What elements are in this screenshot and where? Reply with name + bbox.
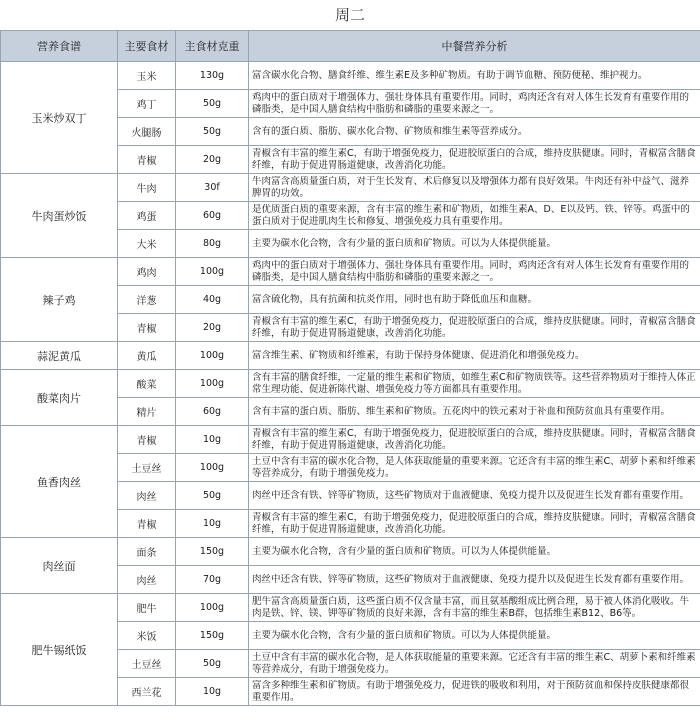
analysis-text: 肉丝中还含有铁、锌等矿物质，这些矿物质对于血液健康、免疫力提升以及促进生长发育都有重要作用。 xyxy=(252,489,690,501)
ingredient-cell: 青椒 xyxy=(118,146,176,174)
analysis-cell xyxy=(249,258,700,286)
weight-cell: 30f xyxy=(176,174,249,202)
analysis-cell xyxy=(249,594,700,622)
ingredient-cell: 青椒 xyxy=(118,426,176,454)
ingredient-cell: 酸菜 xyxy=(118,370,176,398)
analysis-text: 富含硫化物，具有抗菌和抗炎作用，同时也有助于降低血压和血糖。 xyxy=(252,293,538,305)
weight-cell: 100g xyxy=(176,594,249,622)
analysis-text: 主要为碳水化合物，含有少量的蛋白质和矿物质。可以为人体提供能量。 xyxy=(252,545,557,557)
ingredient-cell: 鸡肉 xyxy=(118,258,176,286)
weight-cell: 100g xyxy=(176,370,249,398)
weight-cell: 100g xyxy=(176,454,249,482)
analysis-text: 青椒含有丰富的维生素C，有助于增强免疫力，促进胶原蛋白的合成，维持皮肤健康。同时，青椒富含膳食纤维，有助于促进胃肠道健康，改善消化功能。 xyxy=(252,147,696,171)
analysis-cell xyxy=(249,678,700,706)
ingredient-cell: 鸡丁 xyxy=(118,90,176,118)
analysis-cell xyxy=(249,62,700,90)
analysis-text: 土豆中含有丰富的碳水化合物，是人体获取能量的重要来源。它还含有丰富的维生素C、胡萝卜素和纤维素等营养成分，有助于增强免疫力。 xyxy=(252,651,696,675)
table-row xyxy=(1,370,700,398)
table-row xyxy=(1,594,700,622)
ingredient-cell: 米饭 xyxy=(118,622,176,650)
analysis-text: 土豆中含有丰富的碳水化合物，是人体获取能量的重要来源。它还含有丰富的维生素C、胡萝卜素和纤维素等营养成分，有助于增强免疫力。 xyxy=(252,455,696,479)
ingredient-cell: 大米 xyxy=(118,230,176,258)
analysis-text: 主要为碳水化合物，含有少量的蛋白质和矿物质。可以为人体提供能量。 xyxy=(252,237,557,249)
ingredient-cell: 鸡蛋 xyxy=(118,202,176,230)
analysis-cell xyxy=(249,90,700,118)
table-row xyxy=(1,62,700,90)
analysis-cell xyxy=(249,202,700,230)
ingredient-cell: 洋葱 xyxy=(118,286,176,314)
analysis-text: 含有丰富的膳食纤维，一定量的维生素和矿物质，如维生素C和矿物质铁等。这些营养物质对于维持人体正常生理功能、促进新陈代谢、增强免疫力等方面都具有重要作用。 xyxy=(252,371,696,395)
analysis-cell xyxy=(249,230,700,258)
analysis-text: 鸡肉中的蛋白质对于增强体力、强壮身体具有重要作用。同时，鸡肉还含有对人体生长发育有重要作用的磷脂类，是中国人膳食结构中脂肪和磷脂的重要来源之一。 xyxy=(252,259,690,283)
dish-name: 肉丝面 xyxy=(1,538,118,594)
weight-cell: 50g xyxy=(176,482,249,510)
table-body xyxy=(1,62,700,706)
analysis-cell xyxy=(249,146,700,174)
analysis-cell xyxy=(249,426,700,454)
analysis-text: 富含碳水化合物、膳食纤维、维生素E及多种矿物质。有助于调节血糖、预防便秘、维护视力。 xyxy=(252,69,648,81)
table-row xyxy=(1,426,700,454)
ingredient-cell: 土豆丝 xyxy=(118,650,176,678)
analysis-text: 是优质蛋白质的重要来源，含有丰富的维生素和矿物质，如维生素A、D、E以及钙、铁、锌等。鸡蛋中的蛋白质对于促进肌肉生长和修复、增强免疫力具有重要作用。 xyxy=(252,203,690,227)
weight-cell: 20g xyxy=(176,146,249,174)
weight-cell: 150g xyxy=(176,538,249,566)
analysis-cell xyxy=(249,398,700,426)
analysis-cell xyxy=(249,342,700,370)
analysis-cell xyxy=(249,538,700,566)
ingredient-cell: 火腿肠 xyxy=(118,118,176,146)
analysis-cell xyxy=(249,454,700,482)
header-weight: 主食材克重 xyxy=(176,31,249,62)
analysis-cell xyxy=(249,510,700,538)
weight-cell: 60g xyxy=(176,398,249,426)
analysis-cell xyxy=(249,566,700,594)
weight-cell: 60g xyxy=(176,202,249,230)
ingredient-cell: 肉丝 xyxy=(118,566,176,594)
analysis-cell xyxy=(249,314,700,342)
weight-cell: 10g xyxy=(176,426,249,454)
nutrition-table xyxy=(0,30,700,706)
weight-cell: 50g xyxy=(176,90,249,118)
ingredient-cell: 青椒 xyxy=(118,314,176,342)
analysis-text: 鸡肉中的蛋白质对于增强体力、强壮身体具有重要作用。同时，鸡肉还含有对人体生长发育有重要作用的磷脂类，是中国人膳食结构中脂肪和磷脂的重要来源之一。 xyxy=(252,91,690,115)
analysis-text: 富含维生素、矿物质和纤维素，有助于保持身体健康、促进消化和增强免疫力。 xyxy=(252,349,585,361)
dish-name: 辣子鸡 xyxy=(1,258,118,342)
weight-cell: 40g xyxy=(176,286,249,314)
weight-cell: 80g xyxy=(176,230,249,258)
ingredient-cell: 青椒 xyxy=(118,510,176,538)
ingredient-cell: 精片 xyxy=(118,398,176,426)
table-row xyxy=(1,538,700,566)
header-row xyxy=(1,31,700,62)
weight-cell: 20g xyxy=(176,314,249,342)
header-recipe: 营养食谱 xyxy=(1,31,118,62)
dish-name: 鱼香肉丝 xyxy=(1,426,118,538)
ingredient-cell: 西兰花 xyxy=(118,678,176,706)
analysis-cell xyxy=(249,622,700,650)
analysis-cell xyxy=(249,370,700,398)
analysis-text: 青椒含有丰富的维生素C，有助于增强免疫力，促进胶原蛋白的合成，维持皮肤健康。同时，青椒富含膳食纤维，有助于促进胃肠道健康，改善消化功能。 xyxy=(252,427,696,451)
analysis-cell xyxy=(249,118,700,146)
weight-cell: 130g xyxy=(176,62,249,90)
page-title: 周二 xyxy=(334,6,365,24)
ingredient-cell: 土豆丝 xyxy=(118,454,176,482)
dish-name: 牛肉蛋炒饭 xyxy=(1,174,118,258)
ingredient-cell: 牛肉 xyxy=(118,174,176,202)
weight-cell: 10g xyxy=(176,678,249,706)
analysis-text: 牛肉富含高质量蛋白质，对于生长发育、术后修复以及增强体力都有良好效果。牛肉还有补中益气、滋养脾胃的功效。 xyxy=(252,175,690,199)
header-analysis: 中餐营养分析 xyxy=(249,31,700,62)
analysis-text: 主要为碳水化合物，含有少量的蛋白质和矿物质。可以为人体提供能量。 xyxy=(252,629,557,641)
analysis-cell xyxy=(249,482,700,510)
analysis-text: 含有的蛋白质、脂肪、碳水化合物、矿物质和维生素等营养成分。 xyxy=(252,125,528,137)
ingredient-cell: 面条 xyxy=(118,538,176,566)
table-row xyxy=(1,342,700,370)
weight-cell: 10g xyxy=(176,510,249,538)
dish-name: 肥牛锡纸饭 xyxy=(1,594,118,706)
analysis-text: 富含多种维生素和矿物质。有助于增强免疫力，促进铁的吸收和利用，对于预防贫血和保持皮肤健康都很重要作用。 xyxy=(252,679,690,703)
weight-cell: 150g xyxy=(176,622,249,650)
dish-name: 蒜泥黄瓜 xyxy=(1,342,118,370)
analysis-text: 肥牛富含高质量蛋白质，这些蛋白质不仅含量丰富，而且氨基酸组成比例合理，易于被人体消化吸收。牛肉是铁、锌、镁、钾等矿物质的良好来源，含有丰富的维生素B群，包括维生素B12、B6等。 xyxy=(252,595,690,619)
dish-name: 酸菜肉片 xyxy=(1,370,118,426)
weight-cell: 70g xyxy=(176,566,249,594)
weight-cell: 50g xyxy=(176,118,249,146)
ingredient-cell: 玉米 xyxy=(118,62,176,90)
analysis-cell xyxy=(249,286,700,314)
analysis-text: 青椒含有丰富的维生素C，有助于增强免疫力，促进胶原蛋白的合成，维持皮肤健康。同时，青椒富含膳食纤维，有助于促进胃肠道健康，改善消化功能。 xyxy=(252,315,696,339)
weight-cell: 100g xyxy=(176,258,249,286)
header-ingredient: 主要食材 xyxy=(118,31,176,62)
analysis-text: 青椒含有丰富的维生素C，有助于增强免疫力，促进胶原蛋白的合成，维持皮肤健康。同时，青椒富含膳食纤维，有助于促进胃肠道健康，改善消化功能。 xyxy=(252,511,696,535)
weight-cell: 50g xyxy=(176,650,249,678)
ingredient-cell: 黄瓜 xyxy=(118,342,176,370)
analysis-text: 肉丝中还含有铁、锌等矿物质，这些矿物质对于血液健康、免疫力提升以及促进生长发育都有重要作用。 xyxy=(252,573,690,585)
analysis-cell xyxy=(249,650,700,678)
analysis-text: 含有丰富的蛋白质、脂肪、维生素和矿物质。五花肉中的铁元素对于补血和预防贫血具有重要作用。 xyxy=(252,405,671,417)
weight-cell: 100g xyxy=(176,342,249,370)
dish-name: 玉米炒双丁 xyxy=(1,62,118,174)
analysis-cell xyxy=(249,174,700,202)
table-row xyxy=(1,174,700,202)
table-row xyxy=(1,258,700,286)
ingredient-cell: 肥牛 xyxy=(118,594,176,622)
ingredient-cell: 肉丝 xyxy=(118,482,176,510)
